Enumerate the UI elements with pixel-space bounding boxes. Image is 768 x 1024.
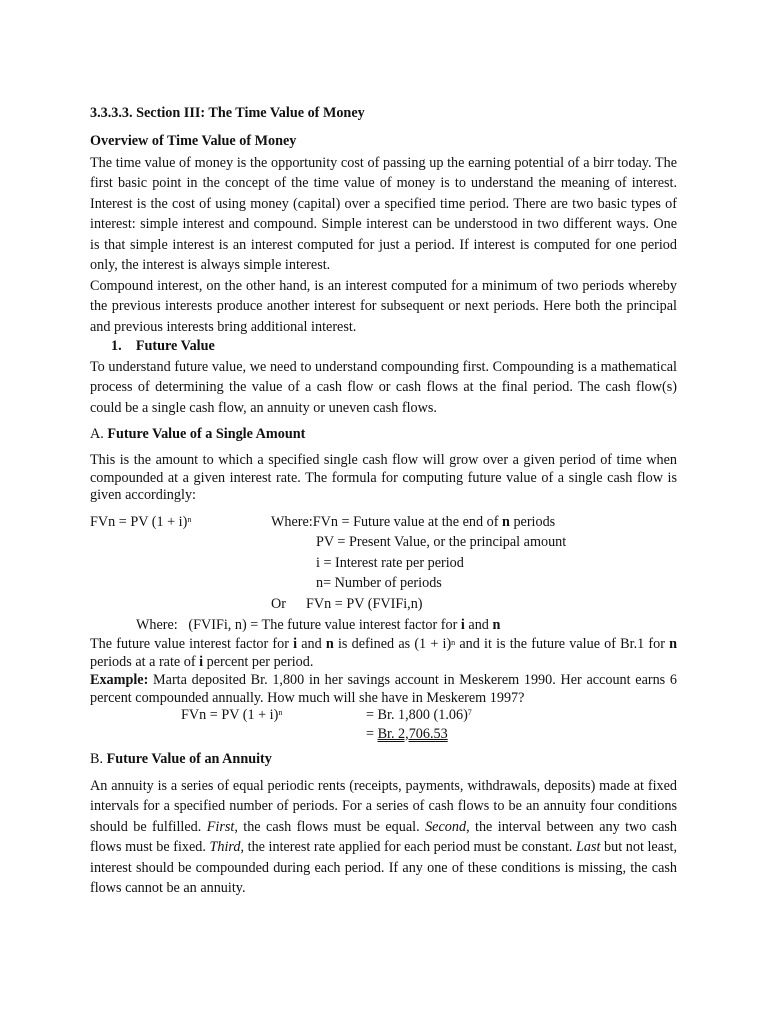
where-definition-4: n= Number of periods xyxy=(316,575,442,591)
future-value-paragraph: To understand future value, we need to understand compounding first. Compounding is a mathematical process of determining the value of a cash flow or cash flows at the final period. The cash flow(s) could be a single cash flow, an annuity or uneven cash flows. xyxy=(90,359,677,416)
overview-paragraph-2: Compound interest, on the other hand, is an interest computed for a minimum of two periods whereby the previous interests produce another interest for subsequent or next periods. Here both the principal and previous interests bring additional interest. xyxy=(90,278,677,335)
overview-paragraph-1: The time value of money is the opportunity cost of passing up the earning potential of a birr today. The first basic point in the concept of the time value of money is to understand the meaning of interest. Interest is the cost of using money (capital) over a specified time period. There are two basic types of interest: simple interest and compound. Simple interest can be understood in two different ways. One is that simple interest is an interest computed for just a period. If interest is computed for one period only, the interest is always simple interest. xyxy=(90,155,677,274)
where-definition-1: Where:FVn = Future value at the end of n periods xyxy=(271,514,556,530)
result-value: Br. 2,706.53 xyxy=(377,726,448,742)
example-paragraph: Example: Marta deposited Br. 1,800 in her savings account in Meskerem 1990. Her account earns 6 percent compounded annually. How much will she have in Meskerem 1997? xyxy=(90,672,677,706)
single-amount-heading: A. Future Value of a Single Amount xyxy=(90,426,306,442)
fv-formula: FVn = PV $(1 + i)^n$ xyxy=(90,514,192,530)
fvif-definition: The future value interest factor for i and n is defined as $(1 + i)^n$ and it is the future value of Br.1 for n periods at a rate of i percent per period. xyxy=(90,636,677,670)
where-definition-3: i = Interest rate per period xyxy=(316,555,464,571)
fvif-where-line: Where: (FVIFi, n) = The future value interest factor for i and n xyxy=(136,617,501,633)
example-result: = Br. 2,706.53 xyxy=(366,726,448,742)
future-value-heading: 1. Future Value xyxy=(111,338,215,354)
example-calculation: = Br. 1,800 $(1.06)^7$ xyxy=(366,707,472,723)
where-definition-2: PV = Present Value, or the principal amount xyxy=(316,534,567,550)
annuity-heading: B. Future Value of an Annuity xyxy=(90,751,272,767)
single-amount-paragraph: This is the amount to which a specified single cash flow will grow over a given period of time when compounded at a given interest rate. The formula for computing future value of a single cash flow is given accordingly: xyxy=(90,452,677,504)
alternate-formula: FVn = PV (FVIFi,n) xyxy=(306,596,423,612)
annuity-paragraph: An annuity is a series of equal periodic rents (receipts, payments, withdrawals, deposits) made at fixed intervals for a specified number of periods. For a series of cash flows to be an annuity four conditions should be fulfilled. First, the cash flows must be equal. Second, the interval between any two cash flows must be fixed. Third, the interest rate applied for each period must be constant. Last but not least, interest should be compounded during each period. If any one of these conditions is missing, the cash flows cannot be an annuity. xyxy=(90,778,677,897)
or-label: Or xyxy=(271,596,286,612)
overview-heading: Overview of Time Value of Money xyxy=(90,133,297,149)
example-formula: FVn = PV $(1 + i)^n$ xyxy=(181,707,283,723)
section-heading: 3.3.3.3. Section III: The Time Value of Money xyxy=(90,105,365,121)
